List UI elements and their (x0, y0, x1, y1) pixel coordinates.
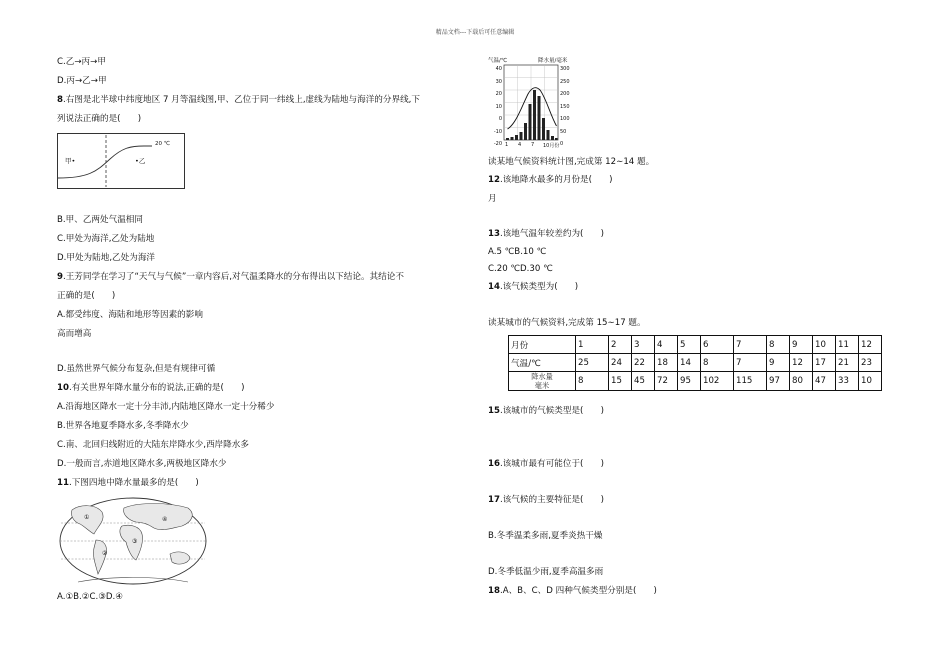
isotherm-label: 20 ℃ (155, 141, 170, 147)
month-cell: 6 (701, 336, 734, 354)
question-12-unit: 月 (488, 194, 497, 204)
precip-cell: 102 (701, 372, 734, 391)
temp-cell: 18 (655, 354, 678, 372)
isotherm-figure (57, 133, 185, 189)
precip-bar-5 (524, 123, 527, 140)
question-12-text: .该地降水最多的月份是( ) (499, 175, 613, 185)
question-9-option-d: D.虽然世界气候分布复杂,但是有规律可循 (57, 364, 216, 374)
row-label-temperature: 气温/℃ (509, 354, 576, 372)
question-9-fragment: 高而增高 (57, 329, 92, 339)
table-row-temperature (509, 354, 882, 372)
precip-bar-2 (511, 137, 514, 140)
precip-tick: 200 (560, 91, 570, 97)
question-13-options-ab: A.5 ℃B.10 ℃ (488, 247, 547, 257)
temp-tick: 0 (498, 116, 502, 122)
month-cell: 9 (790, 336, 813, 354)
question-14-number: 14 (488, 282, 500, 292)
chart-precip-ticks (560, 63, 580, 151)
x-tick-1: 1 (505, 142, 509, 148)
south-america-shape (93, 540, 106, 574)
precip-cell: 47 (813, 372, 836, 391)
option-c-prev: C.乙→丙→甲 (57, 57, 106, 67)
month-cell: 2 (609, 336, 632, 354)
precip-cell: 8 (576, 372, 609, 391)
question-10-option-a: A.沿海地区降水一定十分丰沛,内陆地区降水一定十分稀少 (57, 402, 275, 412)
question-9-option-a: A.都受纬度、海陆和地形等因素的影响 (57, 310, 203, 320)
month-cell: 7 (734, 336, 767, 354)
question-14-stem (488, 282, 578, 293)
question-11-options: A.①B.②C.③D.④ (57, 592, 123, 602)
option-d-prev: D.丙→乙→甲 (57, 76, 107, 86)
temp-tick: -20 (493, 141, 502, 147)
question-14-text: .该气候类型为( ) (499, 282, 579, 292)
precip-label-top: 降水量 (531, 372, 553, 381)
question-9-number: 9 (57, 272, 63, 282)
question-17-number: 17 (488, 495, 500, 505)
table-row-months (509, 336, 882, 354)
question-9-stem (57, 272, 404, 283)
question-10-stem (57, 383, 244, 394)
month-cell: 8 (767, 336, 790, 354)
map-label-3: ③ (132, 538, 138, 545)
row-label-month: 月份 (509, 336, 576, 354)
temp-tick: 20 (495, 91, 502, 97)
precip-tick: 250 (560, 78, 570, 85)
question-8-option-b: B.甲、乙两处气温相同 (57, 215, 143, 225)
australia-shape (170, 552, 190, 564)
temp-cell: 24 (609, 354, 632, 372)
question-18-text: .A、B、C、D 四种气候类型分别是( ) (499, 586, 657, 596)
label-yi: •乙 (135, 157, 146, 165)
precip-tick: 100 (560, 116, 570, 122)
temp-tick: 30 (495, 78, 502, 85)
question-8-option-c: C.甲处为海洋,乙处为陆地 (57, 234, 155, 244)
temp-cell: 25 (576, 354, 609, 372)
precip-label-bottom: 毫米 (534, 381, 550, 390)
temp-cell: 8 (701, 354, 734, 372)
climate-data-table (508, 335, 882, 391)
month-cell: 4 (655, 336, 678, 354)
temp-cell: 22 (632, 354, 655, 372)
temp-cell: 9 (767, 354, 790, 372)
precip-cell: 115 (734, 372, 767, 391)
question-15-number: 15 (488, 406, 500, 416)
x-tick-4: 4 (518, 142, 522, 148)
temp-cell: 7 (734, 354, 767, 372)
question-12-stem (488, 175, 613, 186)
month-cell: 5 (678, 336, 701, 354)
question-15-text: .该城市的气候类型是( ) (499, 406, 604, 416)
question-8-stem (57, 95, 420, 106)
page-header: 精品文档---下载后可任意编辑 (435, 29, 515, 36)
precip-cell: 10 (859, 372, 882, 391)
precip-tick: 300 (560, 66, 570, 72)
question-10-number: 10 (57, 383, 69, 393)
precip-tick: 50 (560, 128, 567, 135)
question-12-number: 12 (488, 175, 500, 185)
question-18-number: 18 (488, 586, 500, 596)
x-tick-7: 7 (531, 142, 535, 148)
temp-tick: 10 (495, 103, 502, 110)
chart-temp-ticks (488, 63, 502, 151)
question-11-text: .下图四地中降水量最多的是( ) (68, 478, 199, 488)
precip-cell: 33 (836, 372, 859, 391)
precip-cell: 45 (632, 372, 655, 391)
question-8-number: 8 (57, 95, 63, 105)
temp-tick: -10 (493, 128, 502, 135)
temp-cell: 21 (836, 354, 859, 372)
precip-bar-11 (551, 136, 554, 140)
precip-tick: 150 (560, 103, 570, 110)
question-10-option-b: B.世界各地夏季降水多,冬季降水少 (57, 421, 189, 431)
question-17-option-d: D.冬季低温少雨,夏季高温多雨 (488, 567, 604, 577)
world-map-figure (58, 496, 208, 586)
question-11-number: 11 (57, 478, 69, 488)
precip-bar-3 (515, 135, 518, 140)
temp-cell: 17 (813, 354, 836, 372)
question-10-text: .有关世界年降水量分布的说法,正确的是( ) (68, 383, 245, 393)
precip-bar-4 (520, 132, 523, 140)
month-cell: 10 (813, 336, 836, 354)
month-cell: 1 (576, 336, 609, 354)
precip-bar-7 (533, 90, 536, 140)
precip-cell: 72 (655, 372, 678, 391)
month-cell: 11 (836, 336, 859, 354)
map-label-4: ④ (162, 516, 168, 523)
question-13-text: .该地气温年较差约为( ) (499, 229, 604, 239)
map-label-2: ② (102, 550, 108, 557)
label-jia: 甲• (65, 157, 76, 165)
question-8-stem-cont: 列说法正确的是( ) (57, 114, 142, 124)
eurasia-shape (124, 504, 193, 530)
question-8-text: .右图是北半球中纬度地区 7 月等温线图,甲、乙位于同一纬线上,虚线为陆地与海洋的分界线,下 (62, 95, 421, 105)
antarctica-shape (78, 578, 188, 583)
x-tick-10: 10月份 (543, 143, 560, 149)
question-8-option-d: D.甲处为陆地,乙处为海洋 (57, 253, 156, 263)
chart-ylabel-right: 降水量/毫米 (538, 58, 568, 64)
month-cell: 12 (859, 336, 882, 354)
question-16-text: .该城市最有可能位于( ) (499, 459, 604, 469)
question-9-text: .王芳同学在学习了“天气与气候”一章内容后,对气温柔降水的分布得出以下结论。其结论不 (62, 272, 404, 282)
precip-cell: 95 (678, 372, 701, 391)
question-13-number: 13 (488, 229, 500, 239)
question-13-options-cd: C.20 ℃D.30 ℃ (488, 264, 553, 274)
question-17-option-b: B.冬季温柔多雨,夏季炎热干燥 (488, 531, 603, 541)
precip-cell: 80 (790, 372, 813, 391)
table-row-precipitation (509, 372, 882, 391)
precip-bar-1 (506, 138, 509, 140)
month-cell: 3 (632, 336, 655, 354)
question-10-option-c: C.南、北回归线附近的大陆东岸降水少,西岸降水多 (57, 440, 249, 450)
question-10-option-d: D.一般而言,赤道地区降水多,两极地区降水少 (57, 459, 227, 469)
climate-chart (488, 56, 580, 154)
precip-bar-12 (555, 138, 558, 140)
intro-15-17: 读某城市的气候资料,完成第 15∼17 题。 (488, 318, 646, 328)
precip-cell: 15 (609, 372, 632, 391)
chart-ylabel-left: 气温/℃ (488, 58, 508, 64)
question-17-stem (488, 495, 604, 506)
question-9-stem-cont: 正确的是( ) (57, 291, 116, 301)
question-17-text: .该气候的主要特征是( ) (499, 495, 604, 505)
question-13-stem (488, 229, 604, 240)
temp-cell: 23 (859, 354, 882, 372)
precip-bar-9 (542, 118, 545, 140)
question-11-stem (57, 478, 199, 489)
temp-tick: 40 (495, 66, 502, 72)
row-label-precipitation (509, 372, 576, 391)
precip-bar-8 (538, 96, 541, 140)
map-label-1: ① (84, 514, 90, 521)
question-16-stem (488, 459, 604, 470)
temperature-curve (508, 88, 557, 129)
precip-bar-10 (547, 130, 550, 140)
question-15-stem (488, 406, 604, 417)
precip-tick: 0 (560, 141, 564, 147)
question-18-stem (488, 586, 657, 597)
intro-12-14: 读某地气候资料统计图,完成第 12∼14 题。 (488, 157, 655, 167)
temp-cell: 12 (790, 354, 813, 372)
question-16-number: 16 (488, 459, 500, 469)
precip-bar-6 (529, 104, 532, 140)
precip-cell: 97 (767, 372, 790, 391)
temp-cell: 14 (678, 354, 701, 372)
